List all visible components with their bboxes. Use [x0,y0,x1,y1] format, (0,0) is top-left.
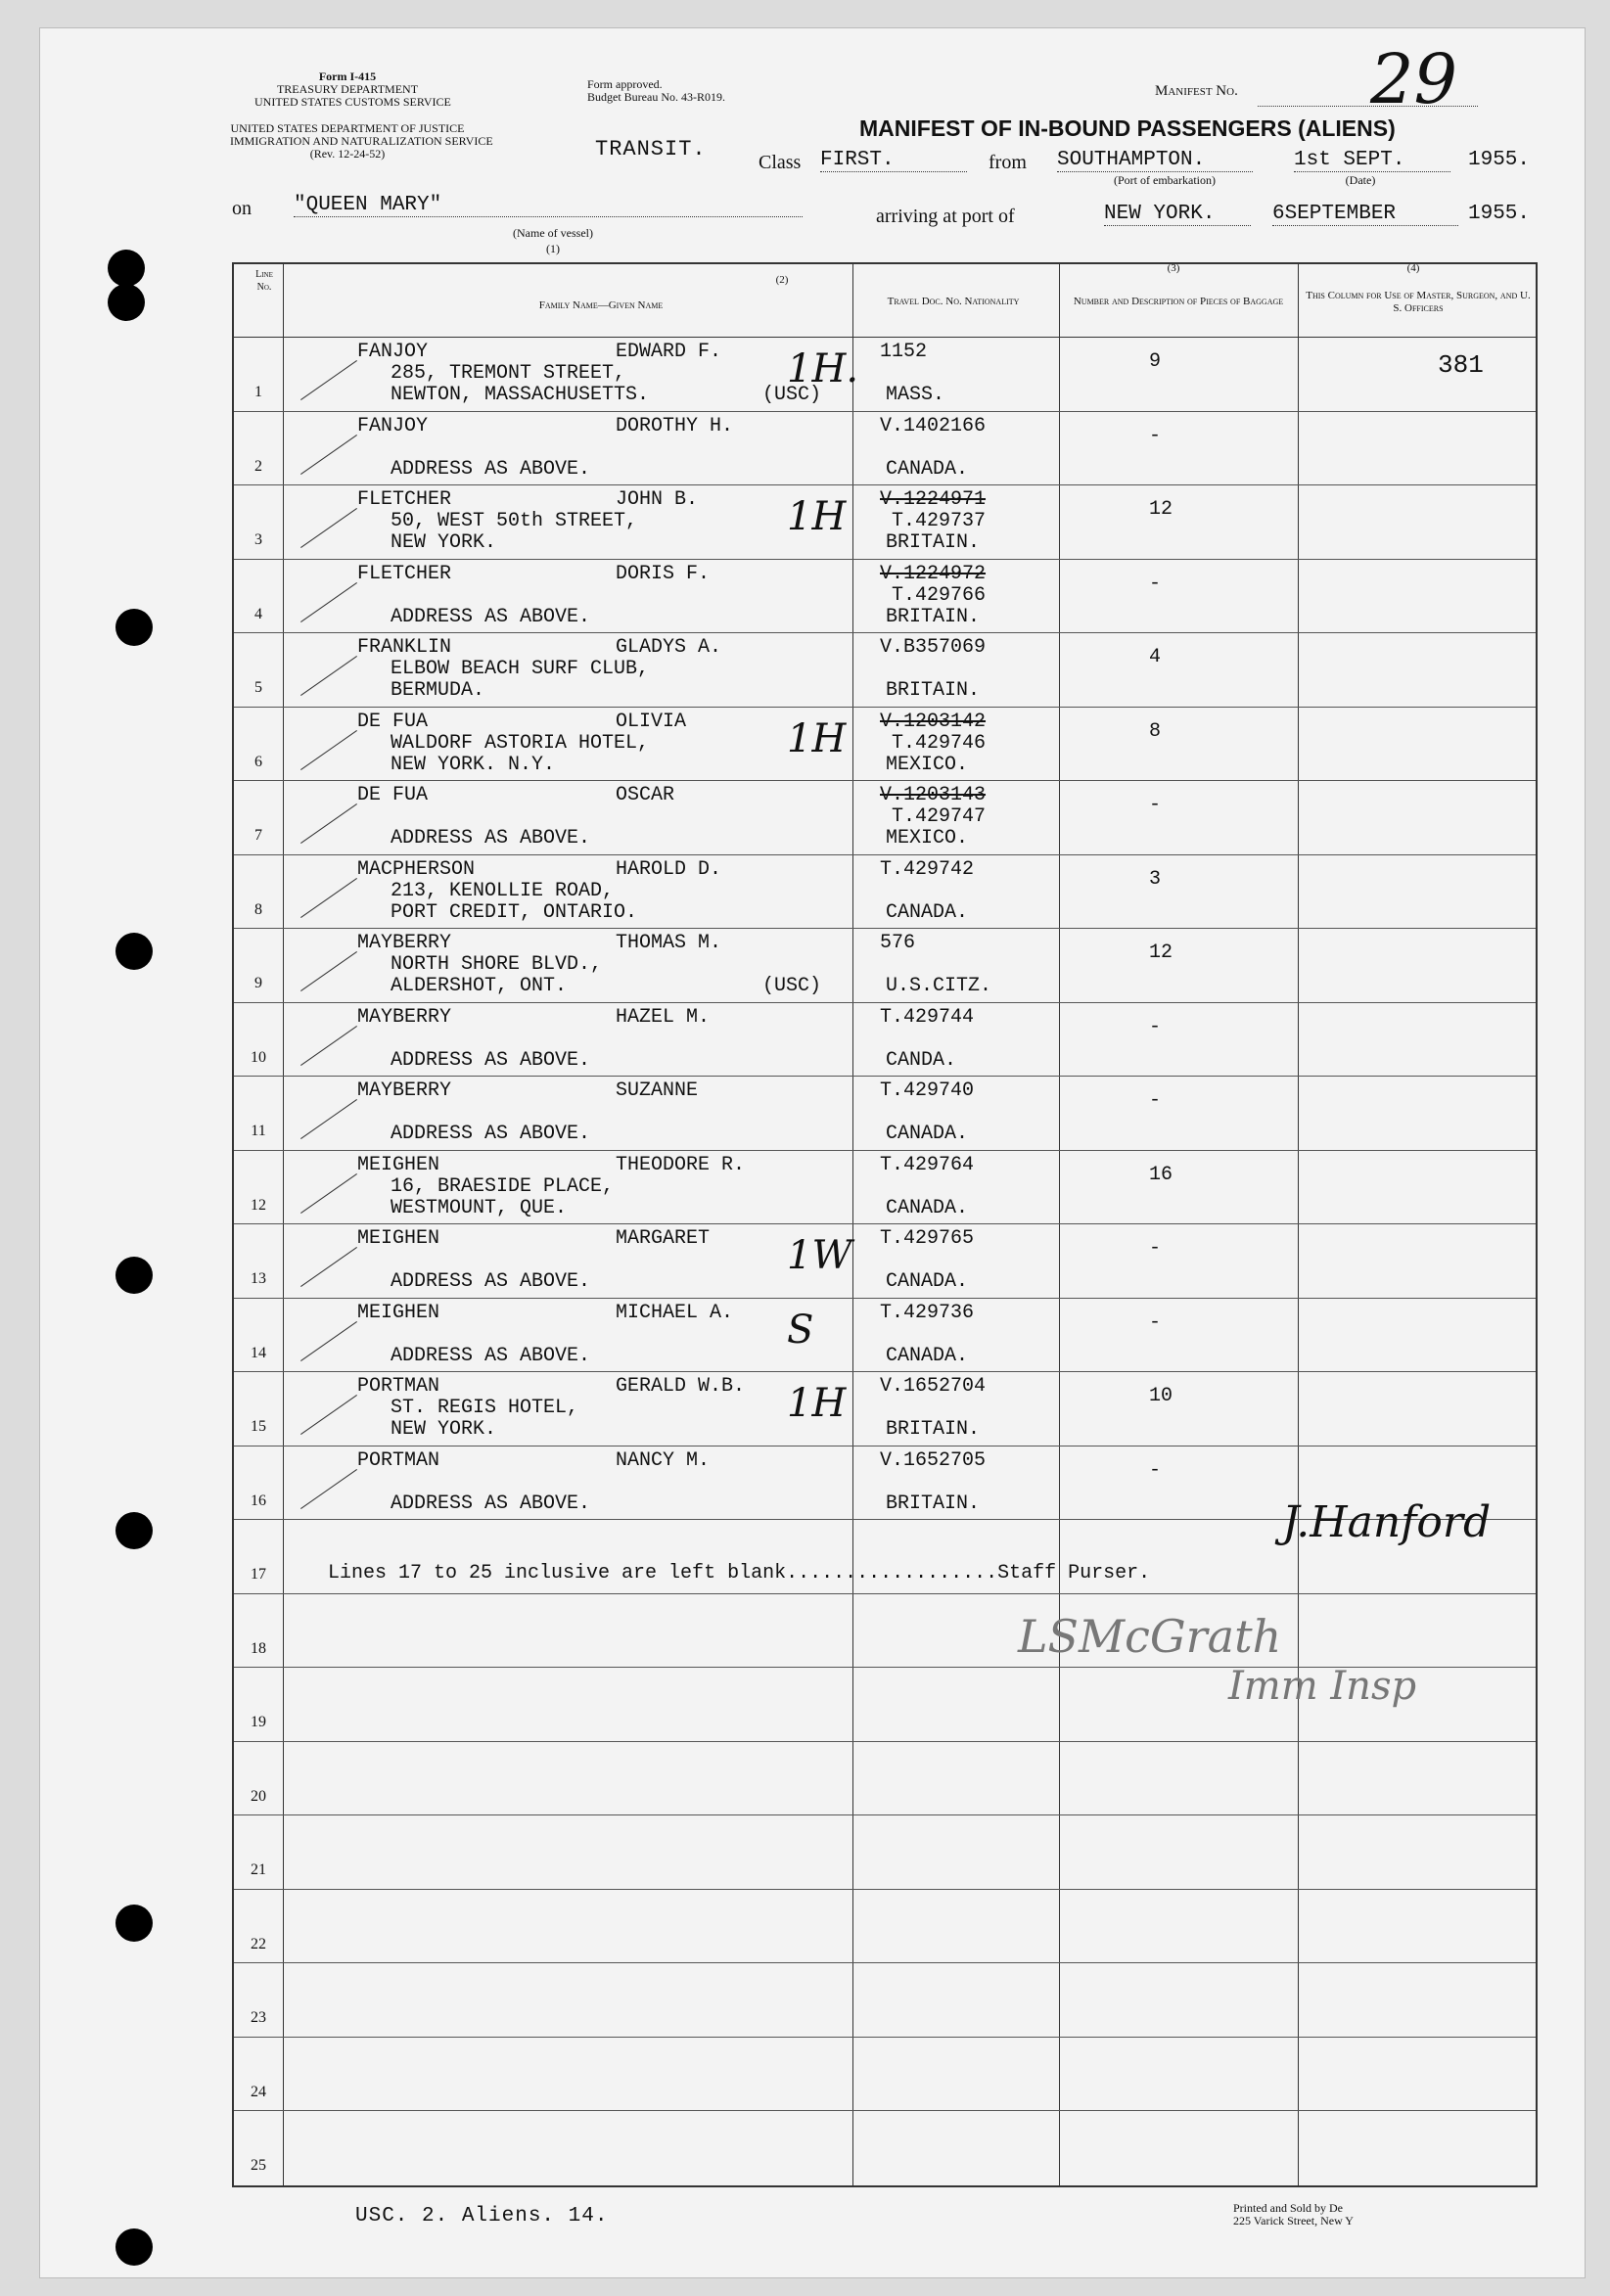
line-number: 15 [251,1418,266,1435]
given-name: GERALD W.B. [616,1375,746,1398]
nationality: CANADA. [886,1344,969,1367]
family-name: DE FUA [357,784,429,806]
col1-number: (1) [546,242,560,255]
punch-hole [115,1512,153,1549]
baggage-count: 8 [1149,719,1162,743]
line-number: 2 [254,457,262,475]
family-name: MEIGHEN [357,1153,440,1176]
justice-department: UNITED STATES DEPARTMENT OF JUSTICE [230,121,465,135]
address-line-2: ADDRESS AS ABOVE. [391,457,591,481]
address-line-2: ADDRESS AS ABOVE. [391,1344,591,1367]
col-name: Family Name—Given Name [538,299,664,311]
punch-hole [115,1905,153,1942]
given-name: MICHAEL A. [616,1301,734,1324]
manifest-title: MANIFEST OF IN-BOUND PASSENGERS (ALIENS) [859,115,1396,141]
address-line-2: ALDERSHOT, ONT. [391,975,568,997]
blank-row [234,1814,1536,1889]
nationality: CANADA. [886,900,969,924]
blank-row [234,2110,1536,2184]
nationality: CANADA. [886,457,969,481]
table-row [234,1298,1536,1372]
line-number: 17 [251,1566,266,1583]
address-line-1: ST. REGIS HOTEL, [391,1397,579,1419]
given-name: NANCY M. [616,1448,711,1472]
family-name: FRANKLIN [357,636,452,659]
customs-service: UNITED STATES CUSTOMS SERVICE [254,95,451,109]
travel-doc-number: V.1652705 [880,1448,987,1472]
check-stroke [300,730,357,770]
punch-hole [115,933,153,970]
line-number: 14 [251,1344,266,1361]
baggage-count: - [1149,1310,1162,1334]
travel-doc-number: V.1224972 [880,562,987,585]
nationality: BRITAIN. [886,605,981,628]
table-row [234,632,1536,707]
family-name: FLETCHER [357,562,452,585]
check-stroke [300,951,357,991]
address-line-2: ADDRESS AS ABOVE. [391,1270,591,1293]
check-stroke [300,1099,357,1139]
address-line-2: ADDRESS AS ABOVE. [391,1123,591,1145]
line-number: 3 [254,531,262,548]
baggage-count: - [1149,424,1162,447]
baggage-count: 9 [1149,350,1162,373]
family-name: MACPHERSON [357,857,476,881]
nationality: MEXICO. [886,827,969,850]
address-line-2: WESTMOUNT, QUE. [391,1196,568,1219]
arriving-label: arriving at port of [876,206,1015,227]
blank-row [234,1593,1536,1668]
travel-doc-number: T.429764 [880,1153,975,1176]
given-name: JOHN B. [616,488,699,511]
arrival-year: 1955. [1468,203,1531,225]
table-row [234,707,1536,781]
travel-doc-replacement: T.429766 [892,583,987,607]
travel-doc-number: 1152 [880,341,928,363]
handwritten-mark: 1H [787,715,847,761]
line-number: 24 [251,2083,266,2100]
bottom-reference: USC. 2. Aliens. 14. [355,2205,609,2227]
manifest-no-label: Manifest No. [1155,83,1238,99]
treasury-department: TREASURY DEPARTMENT [276,82,419,96]
line-number: 9 [254,975,262,991]
check-stroke [300,878,357,918]
table-row [234,411,1536,485]
family-name: FANJOY [357,414,429,437]
family-name: FANJOY [357,341,429,363]
address-line-2: ADDRESS AS ABOVE. [391,1048,591,1072]
check-stroke [300,804,357,844]
baggage-count: 3 [1149,867,1162,891]
blank-row [234,2037,1536,2111]
line-number: 21 [251,1861,266,1878]
nationality: MEXICO. [886,753,969,776]
family-name: MAYBERRY [357,1079,452,1102]
punch-hole [108,284,145,321]
line-number: 25 [251,2157,266,2174]
budget-bureau: Budget Bureau No. 43-R019. [587,90,725,104]
table-row [234,780,1536,854]
travel-doc-number: T.429740 [880,1079,975,1102]
class-value: FIRST. [820,149,967,172]
travel-doc-number: V.1402166 [880,414,987,437]
family-name: DE FUA [357,710,429,733]
passenger-table [232,262,1538,2187]
line-number: 23 [251,2009,266,2026]
address-line-1: 285, TREMONT STREET, [391,362,626,385]
port-caption: (Port of embarkation) [1114,173,1216,187]
check-stroke [300,656,357,696]
blank-row [234,1889,1536,1963]
revision: (Rev. 12-24-52) [309,147,386,161]
given-name: THOMAS M. [616,932,722,954]
col-travel-doc: Travel Doc. No. Nationality [887,296,1020,307]
baggage-count: - [1149,1015,1162,1038]
line-number: 5 [254,679,262,696]
given-name: EDWARD F. [616,341,722,363]
col-number-4: (4) [1406,262,1420,274]
table-row [234,854,1536,929]
line-number: 6 [254,753,262,770]
baggage-count: 16 [1149,1163,1173,1186]
nationality: BRITAIN. [886,531,981,554]
travel-doc-number: V.1224971 [880,488,987,511]
check-stroke [300,1173,357,1214]
col-officers: This Column for Use of Master, Surgeon, and U. S. Officers [1306,290,1531,314]
family-name: MAYBERRY [357,1005,452,1029]
baggage-count: - [1149,572,1162,595]
line-number: 7 [254,827,262,844]
punch-hole [115,609,153,646]
baggage-count: - [1149,1089,1162,1112]
table-row [234,484,1536,559]
address-line-2: PORT CREDIT, ONTARIO. [391,900,638,924]
line-number: 10 [251,1048,266,1066]
blank-row [234,1962,1536,2037]
check-stroke [300,1469,357,1509]
baggage-count: 12 [1149,498,1173,521]
purser-signature: J.Hanford [1282,1497,1492,1547]
citizenship-note: (USC) [762,975,822,997]
travel-doc-number: V.1203143 [880,784,987,806]
table-row [234,1150,1536,1224]
address-line-2: ADDRESS AS ABOVE. [391,1492,591,1515]
arrival-date: 6SEPTEMBER [1272,203,1458,226]
check-stroke [300,1395,357,1435]
nationality: BRITAIN. [886,1492,981,1515]
line-number: 1 [254,384,262,400]
table-row [234,337,1536,411]
travel-doc-replacement: T.429737 [892,510,987,532]
inspector-signature: LSMcGrath [1018,1610,1282,1663]
blank-lines-note: Lines 17 to 25 inclusive are left blank..................Staff Purser. [328,1562,1151,1584]
given-name: DORIS F. [616,562,711,585]
given-name: HAROLD D. [616,857,722,881]
port-of-embarkation: SOUTHAMPTON. [1057,149,1253,172]
printer-line-1: Printed and Sold by De [1233,2201,1343,2215]
baggage-count: - [1149,1237,1162,1260]
printer-line-2: 225 Varick Street, New Y [1233,2214,1354,2227]
punch-hole [108,250,145,287]
handwritten-mark: 1H [787,1381,847,1426]
baggage-count: - [1149,1458,1162,1482]
check-stroke [300,508,357,548]
line-number: 19 [251,1714,266,1730]
baggage-count: 10 [1149,1385,1173,1407]
on-label: on [232,198,252,219]
nationality: BRITAIN. [886,679,981,702]
line-number: 18 [251,1639,266,1657]
table-row [234,559,1536,633]
check-stroke [300,435,357,475]
baggage-count: 4 [1149,646,1162,668]
nationality: CANADA. [886,1270,969,1293]
family-name: PORTMAN [357,1448,440,1472]
travel-doc-replacement: T.429746 [892,731,987,755]
class-label: Class [759,152,802,173]
given-name: SUZANNE [616,1079,699,1102]
line-number: 12 [251,1196,266,1214]
address-line-2: BERMUDA. [391,679,485,702]
col-line-no: Line No. [255,269,273,293]
handwritten-mark: S [787,1307,814,1353]
nationality: BRITAIN. [886,1418,981,1441]
baggage-count: 12 [1149,941,1173,964]
given-name: DOROTHY H. [616,414,734,437]
travel-doc-number: V.1652704 [880,1375,987,1398]
travel-doc-replacement: T.429747 [892,805,987,828]
handwritten-mark: 1H. [787,346,859,391]
officer-note: 381 [1438,350,1484,380]
line-number: 11 [251,1123,266,1139]
family-name: MAYBERRY [357,932,452,954]
given-name: THEODORE R. [616,1153,746,1176]
table-row [234,1223,1536,1298]
table-row [234,1371,1536,1446]
form-approved: Form approved. [587,77,663,91]
given-name: HAZEL M. [616,1005,711,1029]
arrival-port: NEW YORK. [1104,203,1251,226]
check-stroke [300,1321,357,1361]
check-stroke [300,1247,357,1287]
given-name: OSCAR [616,784,675,806]
embark-year: 1955. [1468,149,1531,171]
col-number-3: (3) [1167,262,1180,274]
address-line-2: NEW YORK. [391,531,497,554]
check-stroke [300,1026,357,1066]
line-number: 20 [251,1787,266,1805]
address-line-1: 50, WEST 50th STREET, [391,510,638,532]
punch-hole [115,1257,153,1294]
date-caption: (Date) [1345,173,1376,187]
nationality: MASS. [886,384,945,406]
travel-doc-number: T.429742 [880,857,975,881]
address-line-1: 16, BRAESIDE PLACE, [391,1174,615,1198]
address-line-1: WALDORF ASTORIA HOTEL, [391,731,650,755]
family-name: FLETCHER [357,488,452,511]
nationality: CANDA. [886,1048,957,1072]
handwritten-mark: 1W [787,1233,852,1278]
citizenship-note: (USC) [762,384,822,406]
col-baggage: Number and Description of Pieces of Baggage [1073,296,1284,307]
line-number: 4 [254,605,262,622]
blank-row [234,1741,1536,1815]
vessel-name: "QUEEN MARY" [294,194,803,217]
address-line-2: ADDRESS AS ABOVE. [391,827,591,850]
manifest-number: 29 [1370,39,1458,119]
address-line-1: 213, KENOLLIE ROAD, [391,879,615,902]
address-line-2: ADDRESS AS ABOVE. [391,605,591,628]
address-line-2: NEW YORK. N.Y. [391,753,556,776]
line-number: 13 [251,1270,266,1287]
nationality: CANADA. [886,1123,969,1145]
travel-doc-number: V.B357069 [880,636,987,659]
travel-doc-number: 576 [880,932,916,954]
line-number: 16 [251,1492,266,1509]
family-name: PORTMAN [357,1375,440,1398]
travel-doc-number: T.429765 [880,1227,975,1250]
address-line-1: NORTH SHORE BLVD., [391,953,603,976]
form-number: Form I-415 [318,69,377,83]
nationality: CANADA. [886,1196,969,1219]
family-name: MEIGHEN [357,1227,440,1250]
address-line-2: NEWTON, MASSACHUSETTS. [391,384,650,406]
vessel-caption: (Name of vessel) [513,226,593,240]
check-stroke [300,360,357,400]
line-number: 8 [254,900,262,918]
travel-doc-number: T.429744 [880,1005,975,1029]
transit-label: TRANSIT. [595,137,707,161]
given-name: MARGARET [616,1227,711,1250]
family-name: MEIGHEN [357,1301,440,1324]
address-line-2: NEW YORK. [391,1418,497,1441]
given-name: GLADYS A. [616,636,722,659]
table-row [234,1076,1536,1150]
travel-doc-number: T.429736 [880,1301,975,1324]
punch-hole [115,2228,153,2266]
line-number: 22 [251,1935,266,1952]
given-name: OLIVIA [616,710,687,733]
table-row [234,1002,1536,1077]
table-row [234,928,1536,1002]
embark-date: 1st SEPT. [1294,149,1450,172]
ins-service: IMMIGRATION AND NATURALIZATION SERVICE [230,134,493,148]
nationality: U.S.CITZ. [886,975,992,997]
inspector-title: Imm Insp [1228,1664,1417,1709]
from-label: from [989,152,1027,173]
address-line-1: ELBOW BEACH SURF CLUB, [391,658,650,680]
col-number-2: (2) [775,274,789,286]
check-stroke [300,582,357,622]
baggage-count: - [1149,794,1162,816]
handwritten-mark: 1H [787,494,847,539]
travel-doc-number: V.1203142 [880,710,987,733]
